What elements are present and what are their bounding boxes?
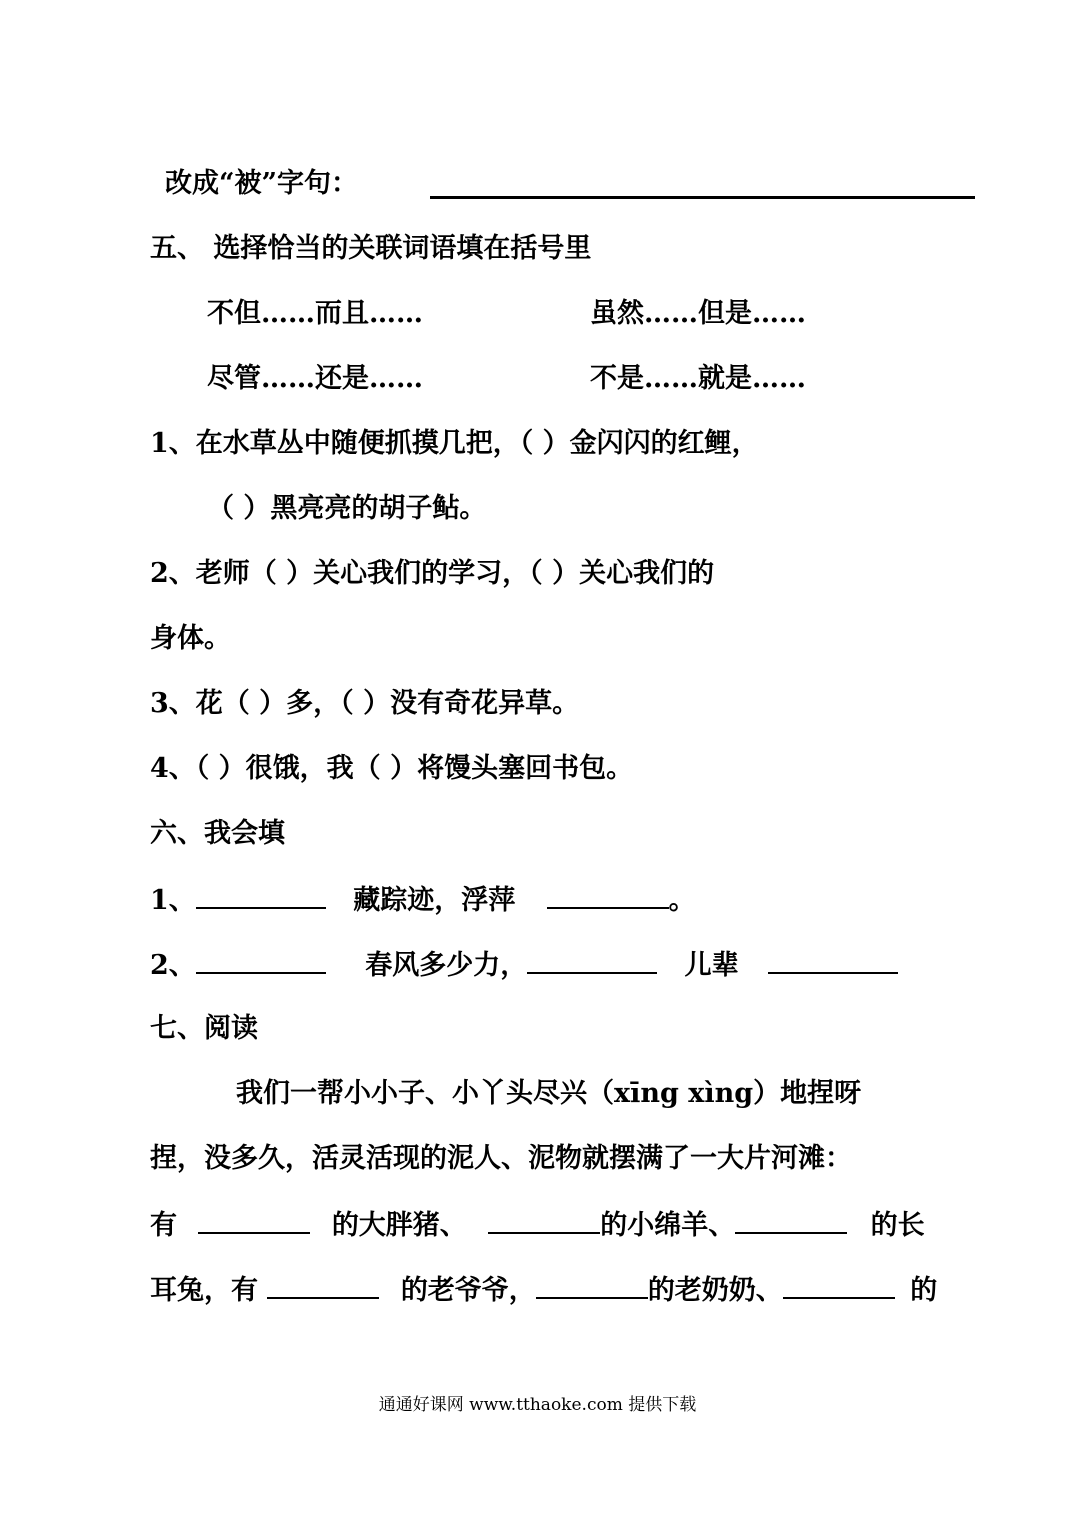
question-6-2: [150, 946, 898, 984]
question-6-1: [150, 881, 696, 919]
reading-line-4-b: 的老爷爷，: [400, 1275, 536, 1306]
conjunction-pair-2: 虽然……但是……: [590, 298, 806, 329]
question-6-1-text: 藏踪迹，浮萍: [353, 885, 516, 916]
page-footer: 通通好课网 www.tthaoke.com 提供下载: [378, 1395, 697, 1415]
passive-label-text: 改成“被”字句：: [165, 168, 359, 199]
blank-6-1-b[interactable]: [547, 881, 669, 909]
blank-7-5[interactable]: [536, 1271, 648, 1299]
question-6-1-number: 1、: [150, 885, 196, 916]
reading-line-4-a: 耳兔，有: [150, 1275, 258, 1306]
question-5-3: 3、花（ ）多，（ ）没有奇花异草。: [150, 688, 580, 719]
passive-sentence-label: [165, 166, 358, 202]
question-5-2-line-2: 身体。: [150, 623, 231, 654]
blank-6-2-b[interactable]: [527, 946, 657, 974]
blank-6-2-c[interactable]: [768, 946, 898, 974]
blank-7-1[interactable]: [198, 1206, 310, 1234]
section-6-heading: 六、我会填: [150, 818, 285, 849]
reading-paragraph-line-2: 捏，没多久，活灵活现的泥人、泥物就摆满了一大片河滩：: [150, 1143, 852, 1174]
blank-7-6[interactable]: [783, 1271, 895, 1299]
blank-6-1-a[interactable]: [196, 881, 326, 909]
conjunction-pair-3: 尽管……还是……: [207, 363, 423, 394]
reading-line-3-d: 的长: [870, 1210, 925, 1241]
reading-line-4-d: 的: [910, 1275, 938, 1306]
reading-paragraph-line-4: [150, 1271, 937, 1309]
question-5-1-line-2: （ ）黑亮亮的胡子鲇。: [207, 493, 487, 524]
passive-sentence-answer-line[interactable]: [430, 196, 975, 199]
question-5-1-line-1: 1、在水草丛中随便抓摸几把，（ ）金闪闪的红鲤，: [150, 428, 759, 459]
blank-7-3[interactable]: [735, 1206, 847, 1234]
question-5-4: 4、（ ）很饿，我（ ）将馒头塞回书包。: [150, 753, 634, 784]
section-5-heading: 五、 选择恰当的关联词语填在括号里: [150, 233, 592, 264]
reading-line-4-c: 的老奶奶、: [647, 1275, 783, 1306]
conjunction-pair-4: 不是……就是……: [590, 363, 806, 394]
reading-line-3-a: 有: [150, 1210, 177, 1241]
question-5-2-line-1: 2、老师（ ）关心我们的学习，（ ）关心我们的: [150, 558, 715, 589]
question-6-2-text-2: 儿辈: [684, 950, 739, 981]
conjunction-pair-1: 不但……而且……: [207, 298, 423, 329]
section-7-heading: 七、阅读: [150, 1013, 258, 1044]
reading-paragraph-line-1: 我们一帮小小子、小丫头尽兴（xīng xìng）地捏呀: [236, 1078, 862, 1109]
question-6-1-end: 。: [668, 885, 696, 916]
question-6-2-number: 2、: [150, 950, 196, 981]
reading-line-3-c: 的小绵羊、: [600, 1210, 736, 1241]
reading-paragraph-line-3: [150, 1206, 925, 1244]
blank-7-2[interactable]: [488, 1206, 600, 1234]
question-6-2-text: 春风多少力，: [365, 950, 528, 981]
blank-6-2-a[interactable]: [196, 946, 326, 974]
reading-line-3-b: 的大胖猪、: [331, 1210, 467, 1241]
blank-7-4[interactable]: [267, 1271, 379, 1299]
